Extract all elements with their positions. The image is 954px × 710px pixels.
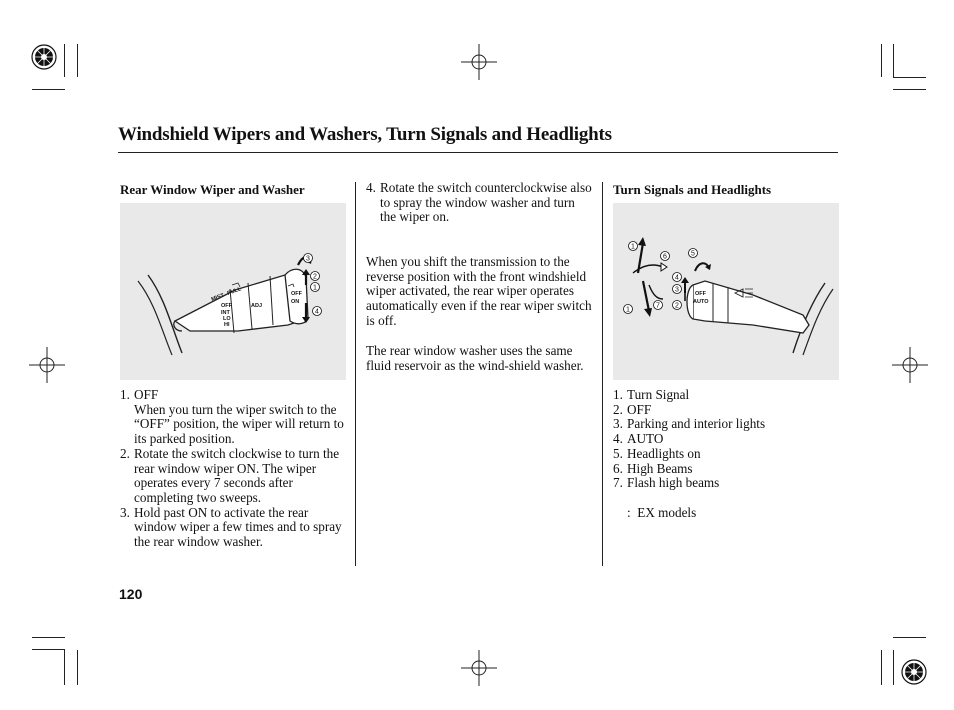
wiper-callout-1: 1: [313, 284, 317, 292]
stalk-label-pull: PULL: [226, 286, 243, 297]
list-item: 2. OFF: [613, 401, 652, 417]
headlight-callout-2: 2: [675, 302, 679, 310]
list-item: 6. High Beams: [613, 460, 693, 476]
headlight-callout-1-bottom: 1: [626, 306, 630, 314]
stalk-label-rear-on: ON: [291, 299, 300, 305]
headlight-callout-4: 4: [675, 274, 679, 282]
list-item: 3. Hold past ON to activate the rear window wiper a few times and to spray the rear window washer.: [120, 504, 342, 550]
turn-signals-figure: [613, 203, 839, 380]
page-title: Windshield Wipers and Washers, Turn Signals and Headlights: [118, 124, 612, 145]
headlight-label-auto: AUTO: [693, 299, 709, 305]
registration-target-br: [898, 656, 930, 688]
list-item: 5. Headlights on: [613, 445, 701, 461]
crosshair-top: [461, 44, 497, 80]
headlight-label-off: OFF: [695, 291, 706, 297]
headlight-callout-5: 5: [691, 250, 695, 258]
turn-signals-list: [613, 388, 837, 491]
registration-target-tl: [28, 41, 60, 73]
list-item: 7. Flash high beams: [613, 475, 720, 491]
stalk-label-rear-off: OFF: [291, 291, 302, 297]
wiper-callout-3: 3: [306, 255, 310, 263]
reverse-paragraph: When you shift the transmission to the reverse position with the front windshield wiper activated, the rear wiper operates automatically even if the rear wiper switch is off.: [366, 254, 592, 328]
stalk-label-adj: ADJ: [251, 303, 263, 309]
headlight-callout-3: 3: [675, 286, 679, 294]
headlight-callout-1-top: 1: [631, 243, 635, 251]
title-rule: [118, 152, 838, 153]
list-item: 2. Rotate the switch clockwise to turn the rear window wiper ON. The wiper operates every 7 seconds after completing two sweeps.: [120, 445, 340, 505]
column-divider-1: [355, 182, 356, 566]
rear-wiper-heading: Rear Window Wiper and Washer: [120, 182, 305, 197]
wiper-stalk-illustration: [120, 203, 346, 380]
washer-paragraph: The rear window washer uses the same fluid reservoir as the wind-shield washer.: [366, 343, 584, 373]
wiper-callout-4: 4: [315, 308, 319, 316]
stalk-label-lo: LO: [223, 316, 231, 322]
rear-wiper-figure: [120, 203, 346, 380]
list-item: 3. Parking and interior lights: [613, 416, 766, 432]
crosshair-right: [892, 347, 928, 383]
item-4: 4. Rotate the switch counterclockwise also to spray the window washer and turn the wiper on.: [366, 180, 592, 225]
headlight-stalk-illustration: [613, 203, 839, 380]
headlight-callout-7: 7: [656, 302, 660, 310]
list-item: 1. OFF When you turn the wiper switch to the “OFF” position, the wiper will return to its parked position.: [120, 387, 344, 447]
wiper-callout-2: 2: [313, 273, 317, 281]
page-number: 120: [119, 586, 143, 602]
stalk-label-mist: MIST: [210, 292, 226, 303]
rear-wiper-list: [120, 388, 348, 550]
turn-signals-heading: Turn Signals and Headlights: [613, 182, 772, 197]
headlight-callout-6: 6: [663, 253, 667, 261]
stalk-label-off: OFF: [221, 303, 232, 309]
stalk-label-int: INT: [221, 310, 230, 316]
list-item: 1. Turn Signal: [613, 387, 690, 402]
crosshair-left: [29, 347, 65, 383]
stalk-label-hi: HI: [224, 322, 230, 328]
crosshair-bottom: [461, 650, 497, 686]
ex-models-footnote: : EX models: [627, 505, 697, 520]
column-divider-2: [602, 182, 603, 566]
list-item: 4. AUTO: [613, 431, 664, 447]
